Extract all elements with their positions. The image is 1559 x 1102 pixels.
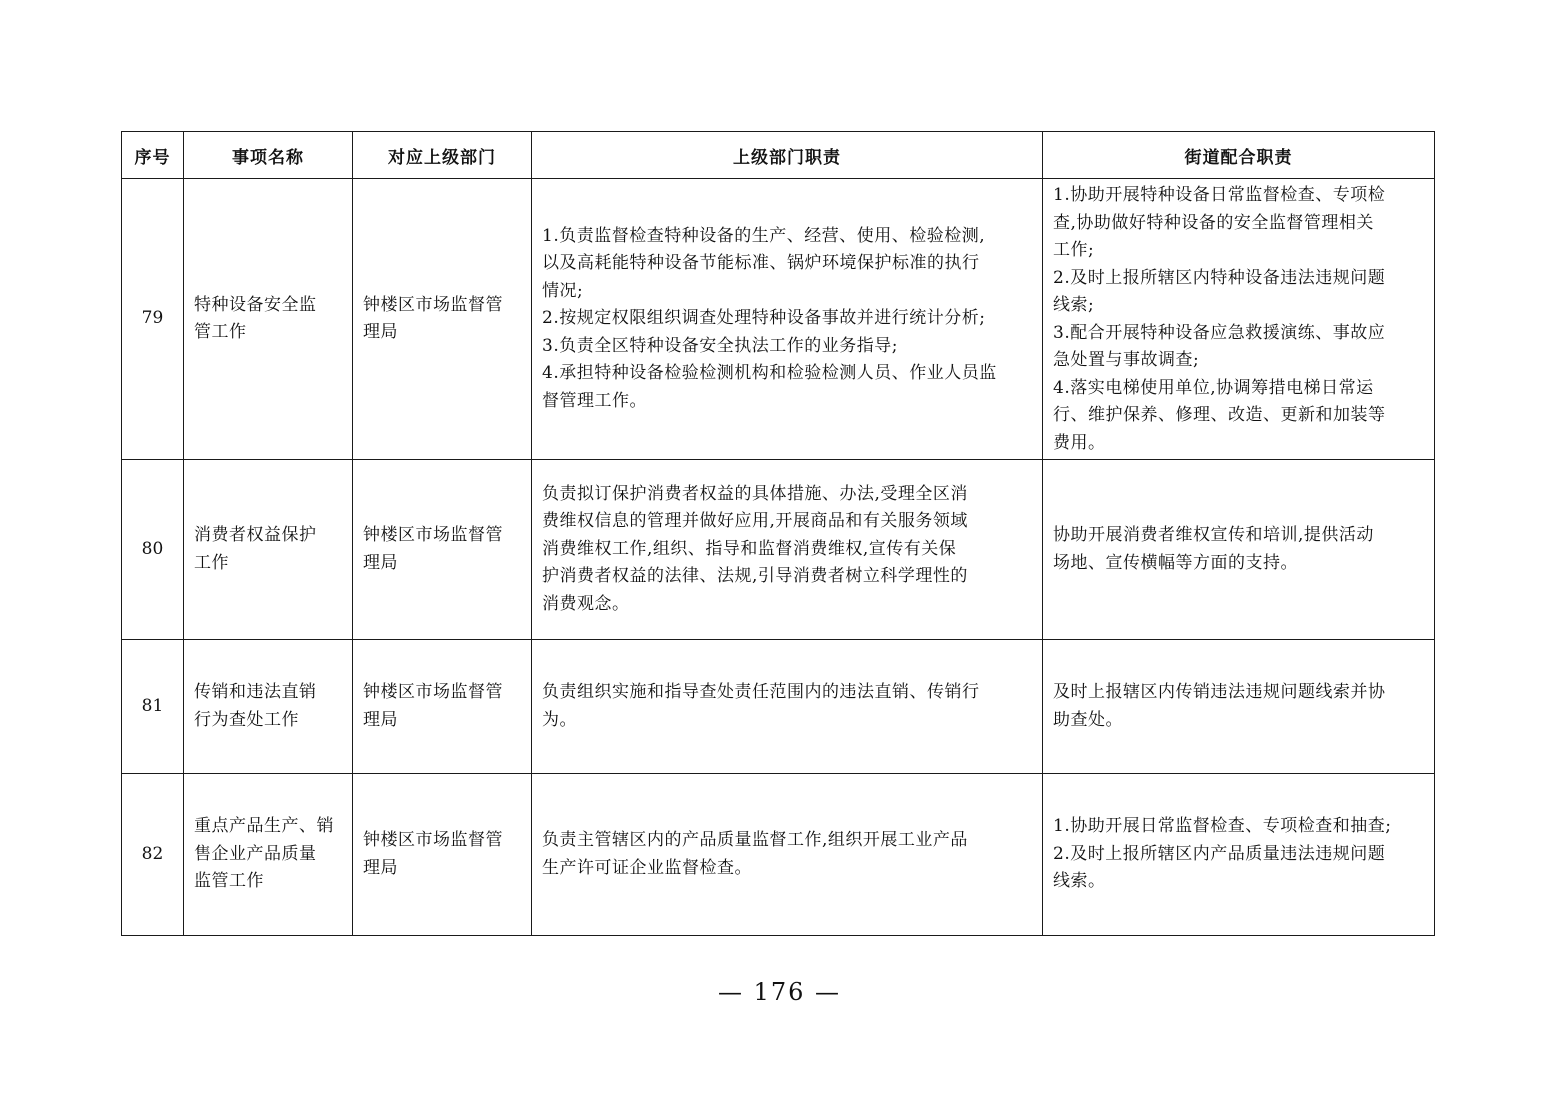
text-line: 生产许可证企业监督检查。 <box>542 857 752 878</box>
row-superior-duties <box>532 640 1043 774</box>
text-line: 行为查处工作 <box>194 709 299 730</box>
row-superior-duties <box>532 774 1043 936</box>
duty-table <box>121 131 1435 936</box>
table-header-row <box>122 132 1435 179</box>
table-row <box>122 640 1435 774</box>
table-row <box>122 774 1435 936</box>
row-item-name <box>184 774 353 936</box>
row-superior-department <box>353 460 532 640</box>
text-line: 督管理工作。 <box>542 390 647 411</box>
table-row <box>122 179 1435 460</box>
text-line: 重点产品生产、销 <box>194 816 334 837</box>
row-serial-number: 80 <box>122 460 184 640</box>
row-superior-department <box>353 640 532 774</box>
text-line: 1.负责监督检查特种设备的生产、经营、使用、检验检测, <box>542 225 986 246</box>
text-line: 4.承担特种设备检验检测机构和检验检测人员、作业人员监 <box>542 363 997 384</box>
text-line: 钟楼区市场监督管 <box>363 682 503 702</box>
row-item-name <box>184 460 353 640</box>
row-serial-number: 81 <box>122 640 184 774</box>
text-line: 理局 <box>363 552 398 573</box>
text-line: 理局 <box>363 709 398 730</box>
text-line: 钟楼区市场监督管 <box>363 525 503 545</box>
text-line: 费维权信息的管理并做好应用,开展商品和有关服务领域 <box>542 511 968 532</box>
text-line: 3.负责全区特种设备安全执法工作的业务指导; <box>542 335 898 356</box>
text-line: 查,协助做好特种设备的安全监督管理相关 <box>1053 212 1374 233</box>
text-line: 急处置与事故调查; <box>1053 350 1200 370</box>
header-superior-duties: 上级部门职责 <box>532 132 1043 179</box>
text-line: 及时上报辖区内传销违法违规问题线索并协 <box>1053 682 1386 702</box>
text-line: 2.及时上报所辖区内特种设备违法违规问题 <box>1053 267 1386 288</box>
text-line: 4.落实电梯使用单位,协调筹措电梯日常运 <box>1053 377 1374 398</box>
text-line: 钟楼区市场监督管 <box>363 830 503 850</box>
row-superior-duties <box>532 179 1043 460</box>
text-line: 管工作 <box>194 322 247 342</box>
text-line: 场地、宣传横幅等方面的支持。 <box>1053 552 1298 573</box>
text-line: 为。 <box>542 709 577 730</box>
row-superior-department <box>353 179 532 460</box>
text-line: 负责组织实施和指导查处责任范围内的违法直销、传销行 <box>542 682 980 702</box>
header-street-duties: 街道配合职责 <box>1043 132 1435 179</box>
text-line: 线索; <box>1053 295 1095 315</box>
text-line: 2.及时上报所辖区内产品质量违法违规问题 <box>1053 843 1386 864</box>
text-line: 理局 <box>363 322 398 342</box>
text-line: 负责拟订保护消费者权益的具体措施、办法,受理全区消 <box>542 483 968 504</box>
text-line: 消费观念。 <box>542 593 630 614</box>
text-line: 钟楼区市场监督管 <box>363 294 503 315</box>
page-number: — 176 — <box>717 978 842 1006</box>
text-line: 情况; <box>542 280 584 301</box>
row-street-duties <box>1043 774 1435 936</box>
row-serial-number: 82 <box>122 774 184 936</box>
text-line: 以及高耗能特种设备节能标准、锅炉环境保护标准的执行 <box>542 253 980 274</box>
text-line: 特种设备安全监 <box>194 294 317 315</box>
text-line: 负责主管辖区内的产品质量监督工作,组织开展工业产品 <box>542 830 968 850</box>
row-serial-number: 79 <box>122 179 184 460</box>
row-superior-duties <box>532 460 1043 640</box>
text-line: 行、维护保养、修理、改造、更新和加装等 <box>1053 405 1386 425</box>
text-line: 工作 <box>194 552 229 573</box>
text-line: 3.配合开展特种设备应急救援演练、事故应 <box>1053 322 1386 343</box>
text-line: 理局 <box>363 857 398 878</box>
header-item-name: 事项名称 <box>184 132 353 179</box>
text-line: 售企业产品质量 <box>194 843 317 864</box>
text-line: 消费者权益保护 <box>194 525 317 545</box>
row-item-name <box>184 640 353 774</box>
text-line: 监管工作 <box>194 871 264 892</box>
text-line: 助查处。 <box>1053 709 1123 730</box>
text-line: 线索。 <box>1053 871 1106 892</box>
text-line: 消费维权工作,组织、指导和监督消费维权,宣传有关保 <box>542 538 957 559</box>
text-line: 2.按规定权限组织调查处理特种设备事故并进行统计分析; <box>542 308 986 329</box>
table-row <box>122 460 1435 640</box>
text-line: 费用。 <box>1053 432 1106 453</box>
text-line: 协助开展消费者维权宣传和培训,提供活动 <box>1053 525 1374 545</box>
text-line: 1.协助开展特种设备日常监督检查、专项检 <box>1053 185 1386 205</box>
row-item-name <box>184 179 353 460</box>
row-street-duties <box>1043 179 1435 460</box>
row-street-duties <box>1043 460 1435 640</box>
header-serial-number: 序号 <box>122 132 184 179</box>
row-superior-department <box>353 774 532 936</box>
header-superior-department: 对应上级部门 <box>353 132 532 179</box>
text-line: 1.协助开展日常监督检查、专项检查和抽查; <box>1053 816 1392 837</box>
text-line: 工作; <box>1053 240 1095 260</box>
text-line: 护消费者权益的法律、法规,引导消费者树立科学理性的 <box>542 566 968 587</box>
text-line: 传销和违法直销 <box>194 682 317 702</box>
row-street-duties <box>1043 640 1435 774</box>
